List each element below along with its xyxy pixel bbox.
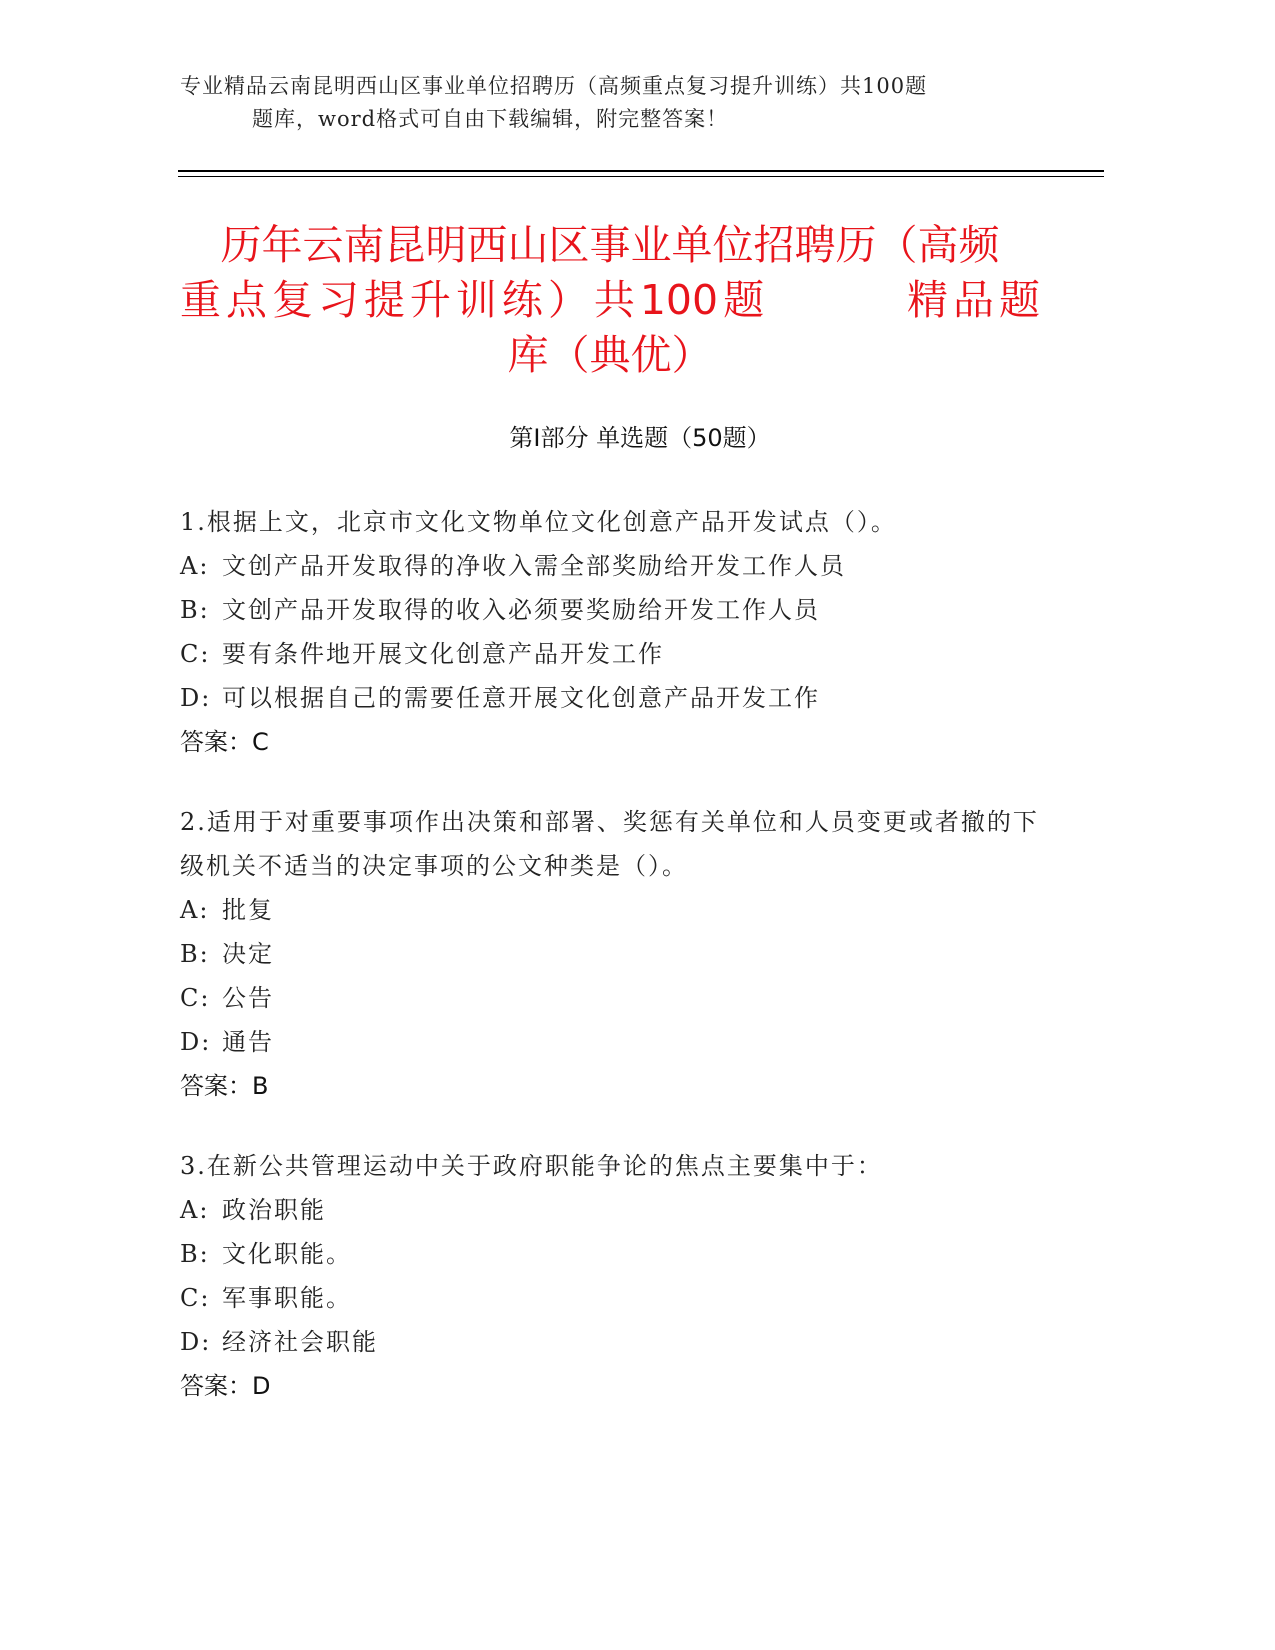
title-line-2: 重点复习提升训练）共100题 精品题 (180, 276, 1040, 324)
header-rule-thick (178, 170, 1104, 172)
option-key: C: (180, 984, 211, 1012)
option-key: C: (180, 640, 211, 668)
header-note-line-1: 专业精品云南昆明西山区事业单位招聘历（高频重点复习提升训练）共100题 (180, 74, 928, 98)
option-text: 文化职能。 (222, 1240, 352, 1268)
question-3 (180, 1144, 1100, 1408)
option-key: B: (180, 1240, 210, 1268)
option-key: B: (180, 596, 210, 624)
option-text: 政治职能 (222, 1196, 326, 1224)
option-text: 通告 (222, 1028, 274, 1056)
question-list (180, 500, 1100, 1444)
title-line-3: 库（典优） (507, 331, 713, 379)
document-title (180, 218, 1040, 383)
header-note-line-2: 题库，word格式可自由下载编辑，附完整答案！ (252, 107, 729, 131)
question-text: 3.在新公共管理运动中关于政府职能争论的焦点主要集中于： (180, 1152, 883, 1180)
answer: 答案：B (180, 1072, 269, 1100)
option-key: B: (180, 940, 210, 968)
option-text: 军事职能。 (222, 1284, 352, 1312)
option-text: 文创产品开发取得的收入必须要奖励给开发工作人员 (222, 596, 820, 624)
option-b (180, 1232, 1100, 1276)
option-key: D: (180, 1328, 212, 1356)
option-key: D: (180, 1028, 212, 1056)
header-note (180, 70, 1040, 136)
answer: 答案：C (180, 728, 269, 756)
option-c (180, 1276, 1100, 1320)
title-line-1: 历年云南昆明西山区事业单位招聘历（高频 (220, 221, 1000, 269)
option-c (180, 976, 1100, 1020)
option-d (180, 676, 1100, 720)
option-d (180, 1020, 1100, 1064)
option-text: 要有条件地开展文化创意产品开发工作 (222, 640, 664, 668)
option-a (180, 1188, 1100, 1232)
option-b (180, 932, 1100, 976)
question-text: 2.适用于对重要事项作出决策和部署、奖惩有关单位和人员变更或者撤的下级机关不适当的决定事项的公文种类是（）。 (180, 808, 1039, 880)
option-b (180, 588, 1100, 632)
option-text: 批复 (222, 896, 274, 924)
option-a (180, 888, 1100, 932)
option-text: 经济社会职能 (222, 1328, 378, 1356)
option-key: A: (180, 1196, 210, 1224)
question-text: 1.根据上文，北京市文化文物单位文化创意产品开发试点（）。 (180, 508, 897, 536)
option-text: 文创产品开发取得的净收入需全部奖励给开发工作人员 (222, 552, 846, 580)
option-d (180, 1320, 1100, 1364)
option-text: 公告 (222, 984, 274, 1012)
option-text: 可以根据自己的需要任意开展文化创意产品开发工作 (222, 684, 820, 712)
option-text: 决定 (222, 940, 274, 968)
option-c (180, 632, 1100, 676)
section-title: 第Ⅰ部分 单选题（50题） (509, 424, 771, 452)
question-1 (180, 500, 1100, 764)
option-key: D: (180, 684, 212, 712)
option-key: A: (180, 896, 210, 924)
header-rule-thin (178, 176, 1104, 177)
question-2 (180, 800, 1100, 1108)
answer: 答案：D (180, 1372, 271, 1400)
option-a (180, 544, 1100, 588)
option-key: A: (180, 552, 210, 580)
option-key: C: (180, 1284, 211, 1312)
